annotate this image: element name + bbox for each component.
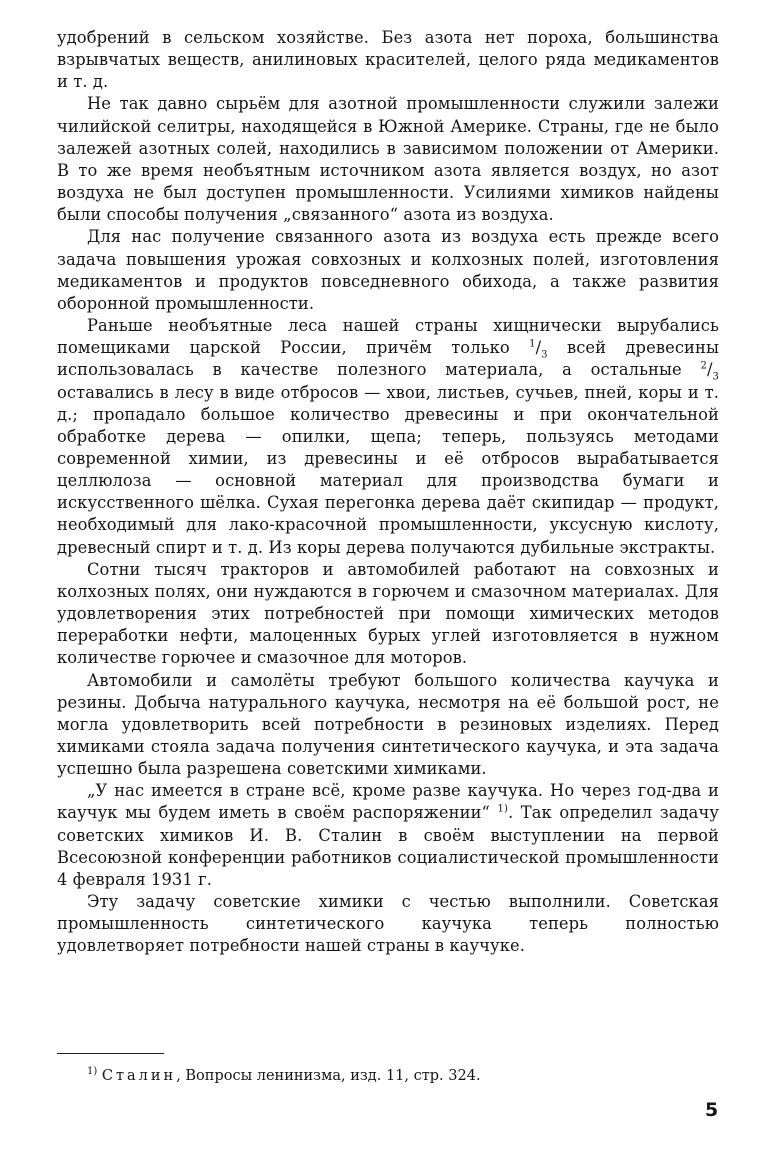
fraction-two-numerator: 2 xyxy=(700,360,707,372)
paragraph-3-bound-nitrogen: Для нас получение связанного азота из воздуха есть прежде всего задача повышения урожая совхозных и колхозных полей, изготовления медикаментов и продуктов повседневного обихода, а также развития оборонной промышленности. xyxy=(57,227,719,313)
footnote-author: Сталин xyxy=(101,1068,177,1084)
paragraph-1-continuation: удобрений в сельском хозяйстве. Без азота нет пороха, большинства взрывчатых веществ, анилиновых красителей, целого ряда медикаментов и т. д. xyxy=(57,28,719,92)
footnote-reference: 1) xyxy=(497,804,508,816)
paragraph-4-text-end: оставались в лесу в виде отбросов — хвои, листьев, сучьев, пней, коры и т. д.; пропадало большое количество древесины и при окончательной обработке дерева — опилки, щепа; теперь, пользуясь методами современной химии, из древесины и её отбросов вырабатывается целлюлоза — основной материал для производства бумаги и искусственного шёлка. Сухая перегонка дерева даёт скипидар — продукт, необходимый для лако-красочной промышленности, уксусную кислоту, древесный спирт и т. д. Из коры дерева получаются дубильные экстракты. xyxy=(57,382,719,557)
footnote-citation: , Вопросы ленинизма, изд. 11, стр. 324. xyxy=(176,1068,481,1084)
fraction-one-numerator: 1 xyxy=(529,338,536,350)
paragraph-2-chilean-saltpeter: Не так давно сырьём для азотной промышленности служили залежи чилийской селитры, находящейся в Южной Америке. Страны, где не было залежей азотных солей, находились в зависимом положении от Америки. В то же время необъятным источником азота является воздух, но азот воздуха не был доступен промышленности. Усилиями химиков найдены были способы получения „связанного“ азота из воздуха. xyxy=(57,94,719,225)
paragraph-5-tractors-fuel: Сотни тысяч тракторов и автомобилей работают на совхозных и колхозных полях, они нуждаются в горючем и смазочном материалах. Для удовлетворения этих потребностей при помощи химических методов переработки нефти, малоценных бурых углей изготовляется в нужном количестве горючее и смазочное для моторов. xyxy=(57,559,719,668)
fraction-two-denominator: 3 xyxy=(712,371,719,383)
page-number: 5 xyxy=(705,1099,719,1121)
footnote xyxy=(87,1066,481,1086)
fraction-one-denominator: 3 xyxy=(541,349,548,361)
quote-attribution-text: . Так определил задачу советских химиков И. В. Сталин в своём выступлении на первой Всесоюзной конференции работников социалистической промышленности 4 февраля 1931 г. xyxy=(57,803,719,889)
footnote-divider xyxy=(57,1053,164,1054)
quote-text: „У нас имеется в стране всё, кроме разве каучука. Но через год-два и каучук мы будем иметь в своём распоряжении“ xyxy=(57,781,719,823)
paragraph-4-text-start: Раньше необъятные леса нашей страны хищнически вырубались помещиками царской России, причём только xyxy=(57,316,719,358)
paragraph-4-text-middle: всей древесины использовалась в качестве полезного материала, а остальные xyxy=(57,338,719,380)
page-body xyxy=(57,27,719,958)
footnote-marker: 1) xyxy=(87,1066,98,1078)
paragraph-8-conclusion: Эту задачу советские химики с честью выполнили. Советская промышленность синтетического каучука теперь полностью удовлетворяет потребности нашей страны в каучуке. xyxy=(57,892,719,956)
paragraph-4-forests: Раньше необъятные леса нашей страны хищнически вырубались помещиками царской России, причём только $^1/_3$ всей древесины использовалась в качестве полезного материала, а остальные $^2/_3$ оставались в лесу в виде отбросов — хвои, листьев, сучьев, пней, коры и т. д.; пропадало большое количество древесины и при окончательной обработке дерева — опилки, щепа; теперь, пользуясь методами современной химии, из древесины и её отбросов вырабатывается целлюлоза — основной материал для производства бумаги и искусственного шёлка. Сухая перегонка дерева даёт скипидар — продукт, необходимый для лако-красочной промышленности, уксусную кислоту, древесный спирт и т. д. Из коры дерева получаются дубильные экстракты. xyxy=(57,316,719,557)
paragraph-7-stalin-quote xyxy=(57,780,719,891)
paragraph-6-rubber: Автомобили и самолёты требуют большого количества каучука и резины. Добыча натурального каучука, несмотря на её большой рост, не могла удовлетворить всей потребности в резиновых изделиях. Перед химиками стояла задача получения синтетического каучука, и эта задача успешно была разрешена советскими химиками. xyxy=(57,670,719,779)
